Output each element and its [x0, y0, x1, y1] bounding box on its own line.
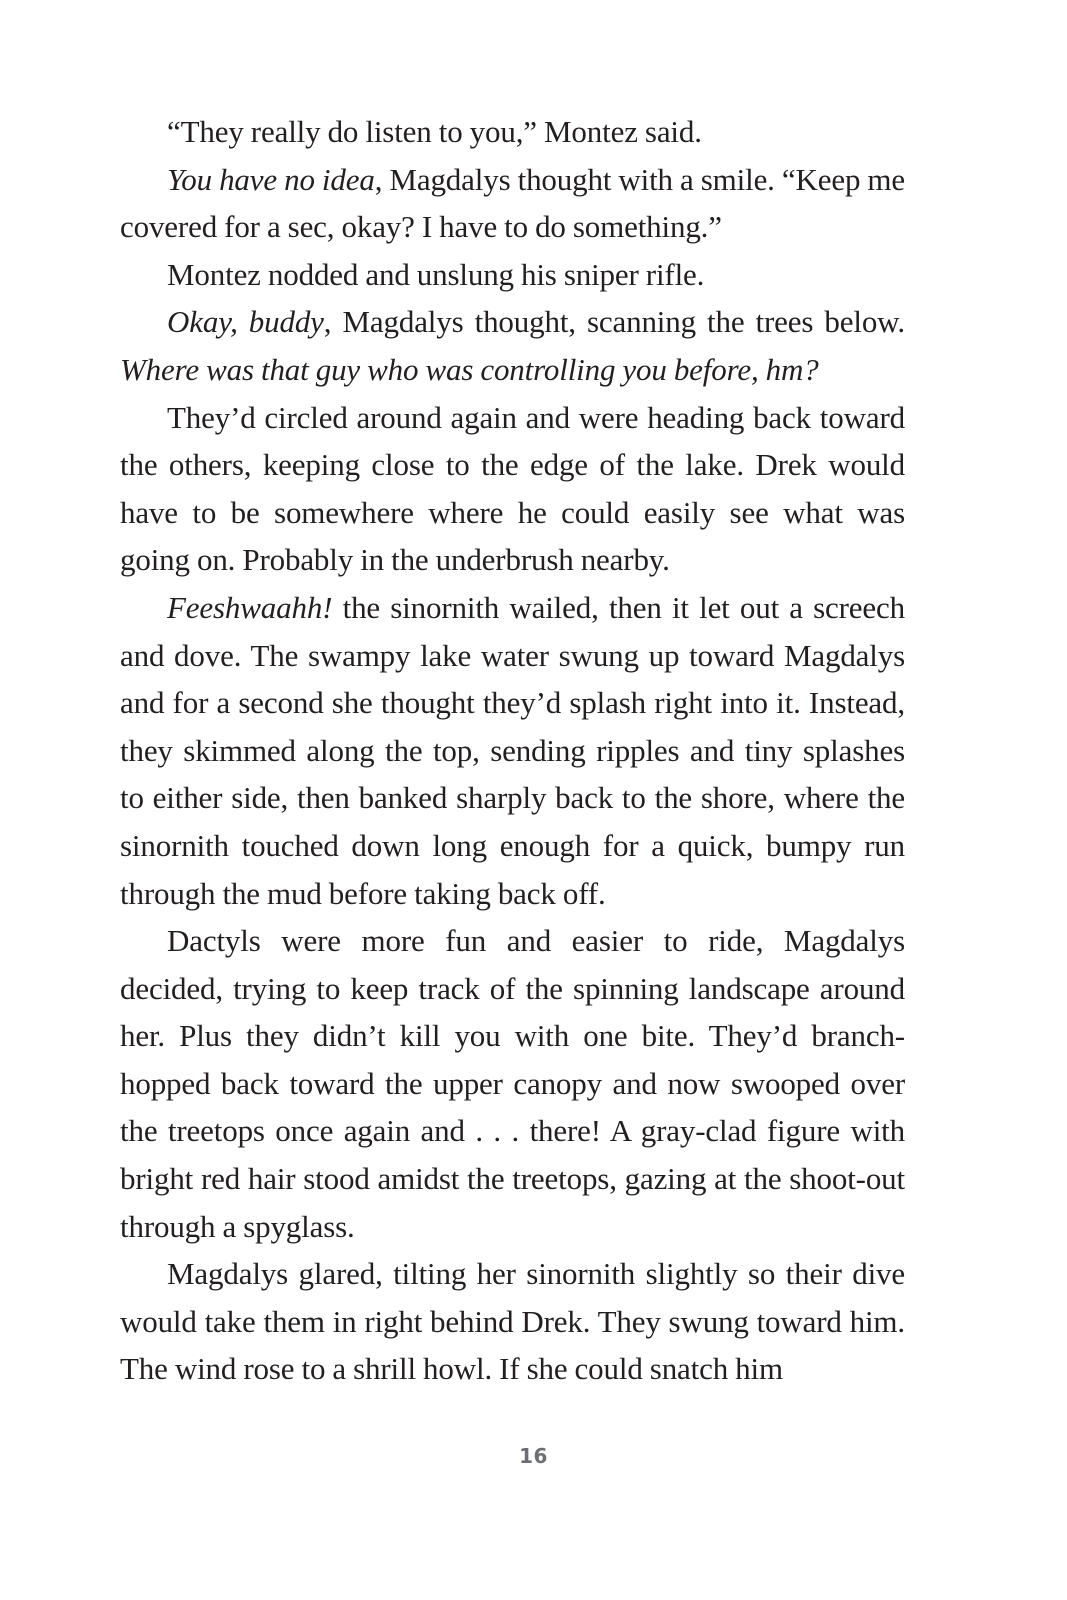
paragraph: [120, 108, 905, 156]
text-run: the sinornith wailed, then it let out a screech and dove. The swampy lake water swung up toward Magdalys and for a second she thought they’d splash right into it. Instead, they skimmed along the top, sending ripples and tiny splashes to either side, then banked sharply back to the shore, where the sinornith touched down long enough for a quick, bumpy run through the mud before taking back off.: [120, 589, 905, 911]
italic-text-run: Where was that guy who was controlling you before, hm?: [120, 351, 819, 387]
paragraph: [120, 156, 905, 251]
text-run: Montez nodded and unslung his sniper rifle.: [167, 256, 705, 292]
text-run: , Magdalys thought, scanning the trees below.: [323, 304, 905, 340]
text-run: “They really do listen to you,” Montez said.: [167, 114, 702, 149]
paragraph: [120, 298, 905, 393]
italic-text-run: Feeshwaahh!: [167, 589, 333, 625]
paragraph: [120, 917, 905, 1250]
page-number: 16: [519, 1444, 548, 1468]
text-run: They’d circled around again and were heading back toward the others, keeping close to the edge of the lake. Drek would have to be somewhere where he could easily see what was going on. Probably in the underbrush nearby.: [120, 399, 905, 578]
paragraph: [120, 1250, 905, 1393]
paragraph: [120, 394, 905, 584]
italic-text-run: You have no idea: [167, 161, 375, 197]
text-run: Dactyls were more fun and easier to ride, Magdalys decided, trying to keep track of the spinning landscape around her. Plus they didn’t kill you with one bite. They’d branch-hopped back toward the upper canopy and now swooped over the treetops once again and . . . there! A gray-clad figure with bright red hair stood amidst the treetops, gazing at the shoot-out through a spyglass.: [120, 923, 905, 1244]
paragraph: [120, 584, 905, 917]
paragraph: [120, 251, 905, 299]
page-body: [120, 108, 905, 1393]
text-run: , Magdalys thought with a smile. “Keep me covered for a sec, okay? I have to do something.”: [120, 161, 906, 245]
italic-text-run: Okay, buddy: [167, 304, 324, 340]
text-run: Magdalys glared, tilting her sinornith slightly so their dive would take them in right behind Drek. They swung toward him. The wind rose to a shrill howl. If she could snatch him: [120, 1256, 905, 1387]
